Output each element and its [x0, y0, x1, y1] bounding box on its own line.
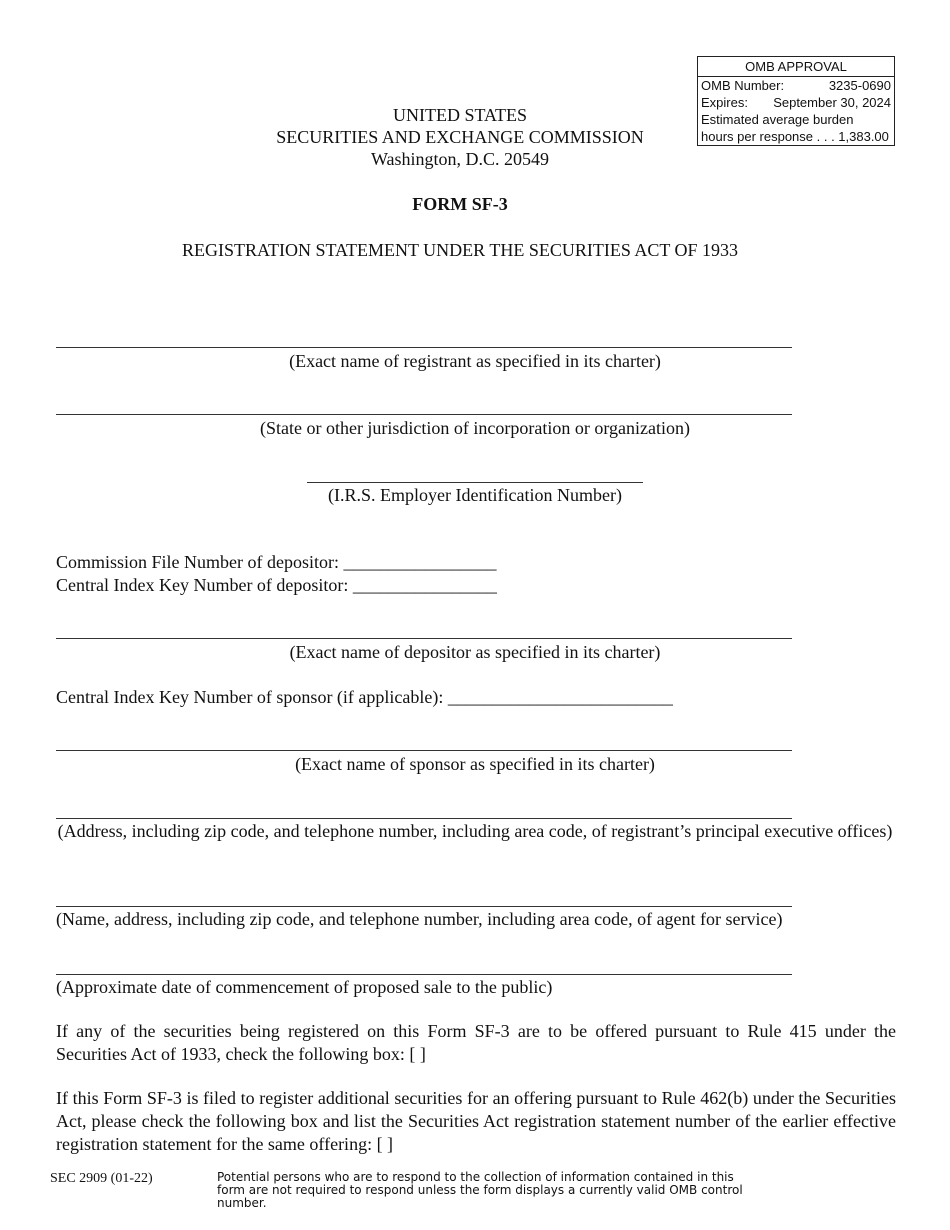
form-title: FORM SF-3	[412, 194, 508, 214]
header-line-2: SECURITIES AND EXCHANGE COMMISSION	[276, 127, 644, 147]
registrant-name-caption: (Exact name of registrant as specified in its charter)	[289, 351, 661, 371]
form-subtitle: REGISTRATION STATEMENT UNDER THE SECURITIES ACT OF 1933	[181, 240, 739, 260]
header-block	[0, 104, 920, 170]
jurisdiction-line[interactable]	[56, 414, 792, 415]
commission-file-number: Commission File Number of depositor: _________________	[56, 552, 497, 572]
jurisdiction-caption: (State or other jurisdiction of incorporation or organization)	[259, 418, 691, 438]
omb-number-label: OMB Number:	[701, 78, 785, 93]
omb-burden-line2: hours per response . . . 1,383.00	[701, 129, 889, 144]
cik-depositor: Central Index Key Number of depositor: ________________	[56, 575, 497, 595]
commencement-date-line[interactable]	[56, 974, 792, 975]
commencement-date-caption: (Approximate date of commencement of proposed sale to the public)	[56, 977, 553, 997]
address-line[interactable]	[56, 818, 792, 819]
cik-sponsor: Central Index Key Number of sponsor (if applicable): _________________________	[56, 687, 673, 707]
omb-notice: Potential persons who are to respond to the collection of information contained in this form are not required to respond unless the form displays a currently valid OMB control number.	[217, 1170, 743, 1210]
form-code: SEC 2909 (01-22)	[50, 1171, 153, 1186]
irs-number-line[interactable]	[307, 482, 643, 483]
irs-number-caption: (I.R.S. Employer Identification Number)	[328, 485, 622, 505]
sponsor-name-line[interactable]	[56, 750, 792, 751]
omb-expires-value: September 30, 2024	[773, 95, 891, 110]
rule-415-paragraph: If any of the securities being registered on this Form SF-3 are to be offered pursuant to Rule 415 under the Securities Act of 1933, check the following box: [ ]	[56, 1021, 896, 1064]
agent-line[interactable]	[56, 906, 792, 907]
omb-number-value: 3235-0690	[828, 78, 891, 93]
rule-462b-paragraph: If this Form SF-3 is filed to register additional securities for an offering pursuant to Rule 462(b) under the Securities Act, please check the following box and list the Securities Act registration statement number of the earlier effective registration statement for the same offering: [ ]	[56, 1088, 896, 1154]
omb-title: OMB APPROVAL	[698, 57, 894, 77]
header-line-1: UNITED STATES	[392, 105, 528, 125]
registrant-name-line[interactable]	[56, 347, 792, 348]
sponsor-name-caption: (Exact name of sponsor as specified in its charter)	[295, 754, 655, 774]
omb-number-row	[698, 77, 894, 94]
address-caption: (Address, including zip code, and telephone number, including area code, of registrant’s principal executive offices)	[57, 821, 893, 841]
depositor-name-caption: (Exact name of depositor as specified in its charter)	[289, 642, 661, 662]
omb-expires-label: Expires:	[701, 95, 748, 110]
header-line-3: Washington, D.C. 20549	[370, 149, 550, 169]
depositor-name-line[interactable]	[56, 638, 792, 639]
omb-burden-line1: Estimated average burden	[701, 112, 854, 127]
agent-caption: (Name, address, including zip code, and telephone number, including area code, of agent for service)	[56, 909, 783, 929]
